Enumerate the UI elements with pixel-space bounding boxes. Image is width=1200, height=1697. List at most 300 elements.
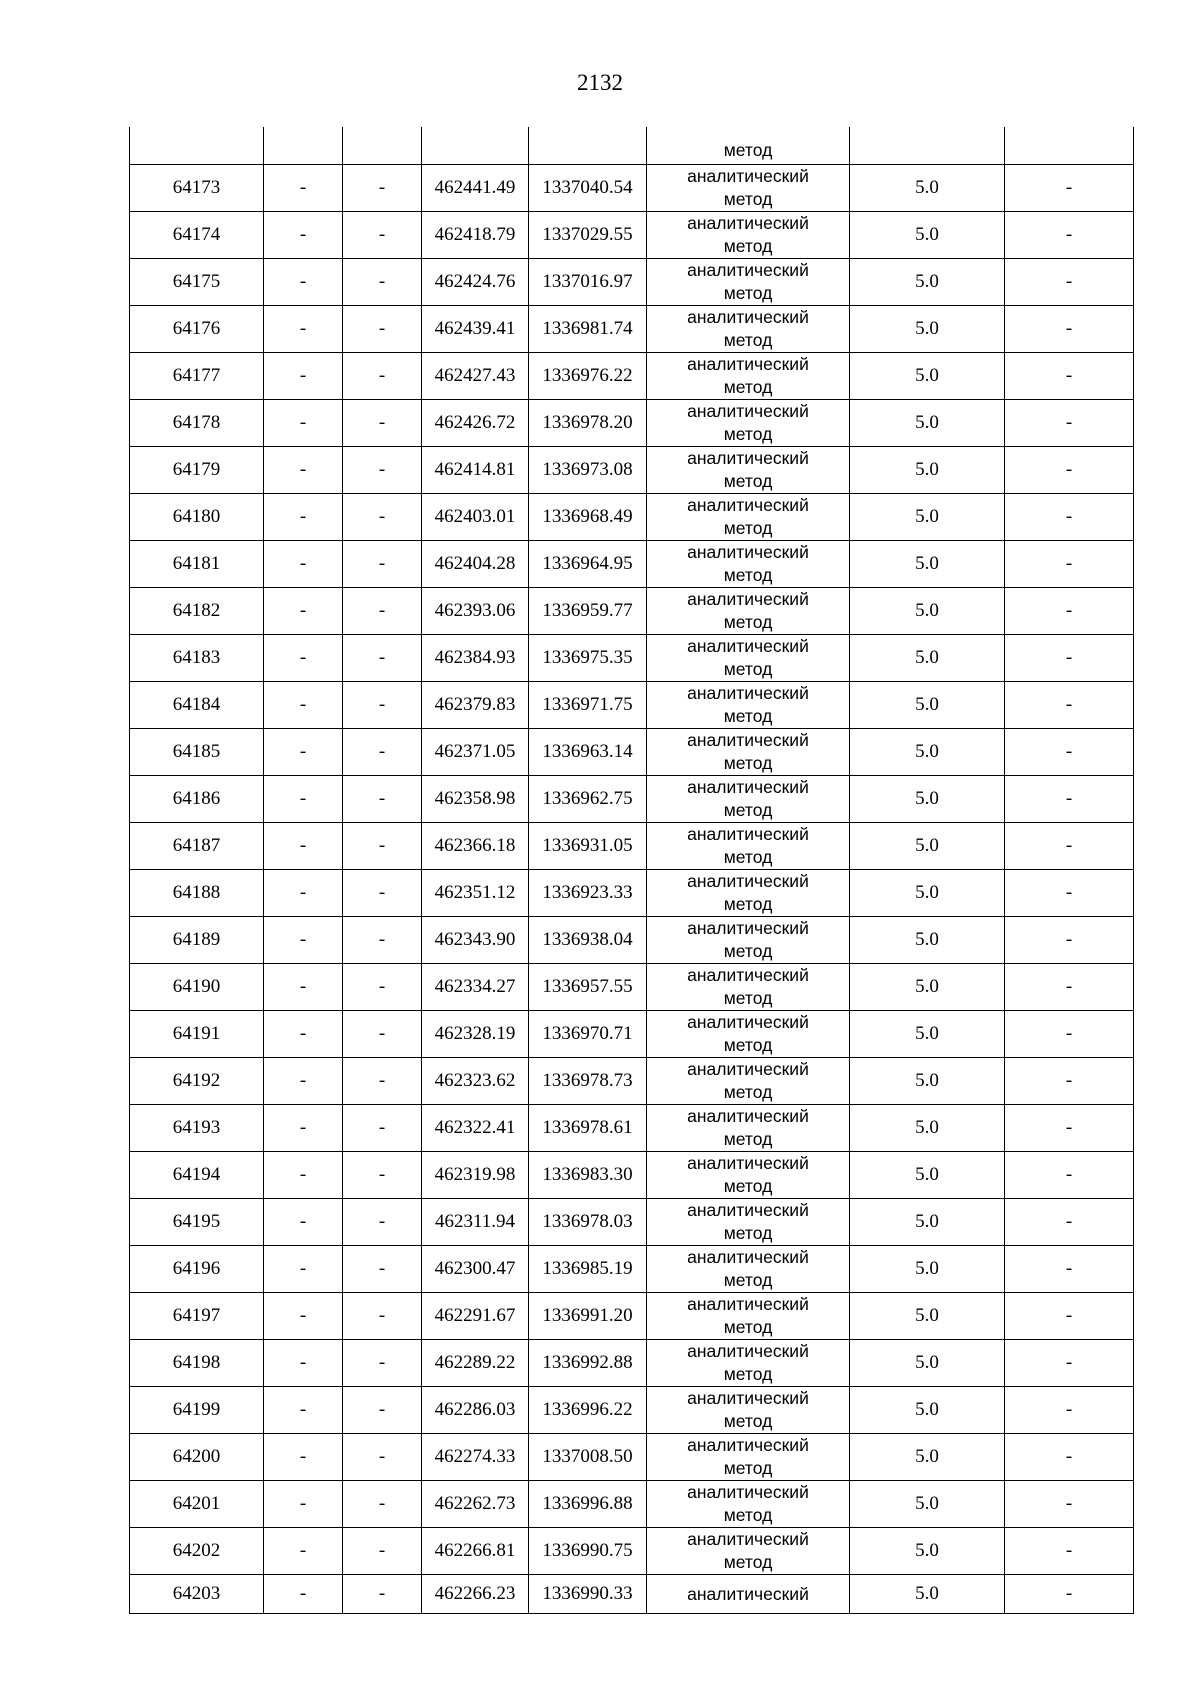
cell-accuracy: 5.0 (850, 776, 1005, 823)
cell-accuracy: 5.0 (850, 635, 1005, 682)
cell-col8: - (1005, 1293, 1134, 1340)
cell-col3: - (343, 776, 422, 823)
cell-method (647, 447, 850, 494)
cell-col3: - (343, 1575, 422, 1614)
cell-x: 462286.03 (422, 1387, 529, 1434)
cell-x: 462366.18 (422, 823, 529, 870)
cell-col8: - (1005, 1152, 1134, 1199)
cell-y: 1336983.30 (529, 1152, 647, 1199)
cell-accuracy: 5.0 (850, 1105, 1005, 1152)
cell-col3: - (343, 165, 422, 212)
cell-x: 462351.12 (422, 870, 529, 917)
cell-col2: - (264, 1340, 343, 1387)
method-line-1: аналитический (687, 166, 809, 186)
cell-col8: - (1005, 1340, 1134, 1387)
table-row (130, 494, 1134, 541)
cell-id: 64192 (130, 1058, 264, 1105)
method-line-2: метод (723, 1035, 773, 1055)
cell-col2: - (264, 1575, 343, 1614)
cell-col8: - (1005, 541, 1134, 588)
cell-col3: - (343, 917, 422, 964)
cell-y: 1336973.08 (529, 447, 647, 494)
cell-id: 64173 (130, 165, 264, 212)
cell-x: 462266.81 (422, 1528, 529, 1575)
cell-y: 1336971.75 (529, 682, 647, 729)
cell-accuracy: 5.0 (850, 1011, 1005, 1058)
method-line-1: аналитический (687, 1482, 809, 1502)
table-row (130, 1387, 1134, 1434)
cell-col2: - (264, 776, 343, 823)
cell-accuracy: 5.0 (850, 541, 1005, 588)
cell-y: 1336992.88 (529, 1340, 647, 1387)
cell-col8: - (1005, 306, 1134, 353)
cell-col8: - (1005, 1199, 1134, 1246)
cell-y: 1336991.20 (529, 1293, 647, 1340)
cell-method (647, 823, 850, 870)
cell-col2: - (264, 494, 343, 541)
cell-y: 1336990.33 (529, 1575, 647, 1614)
table-row (130, 400, 1134, 447)
cell-col3: - (343, 823, 422, 870)
cell-col8: - (1005, 400, 1134, 447)
cell-id: 64194 (130, 1152, 264, 1199)
method-line-1: аналитический (687, 636, 809, 656)
cell-col8: - (1005, 588, 1134, 635)
cell-x: 462274.33 (422, 1434, 529, 1481)
cell-y: 1336964.95 (529, 541, 647, 588)
cell-accuracy: 5.0 (850, 494, 1005, 541)
cell-x: 462441.49 (422, 165, 529, 212)
method-line-1: аналитический (687, 1106, 809, 1126)
method-line-2: метод (723, 988, 773, 1008)
cell-id: 64178 (130, 400, 264, 447)
table-row (130, 1011, 1134, 1058)
cell-method (647, 1387, 850, 1434)
cell-col3 (343, 127, 422, 165)
table-row (130, 1058, 1134, 1105)
cell-col2: - (264, 1199, 343, 1246)
cell-method (647, 635, 850, 682)
cell-col2: - (264, 588, 343, 635)
cell-x: 462343.90 (422, 917, 529, 964)
cell-id: 64200 (130, 1434, 264, 1481)
method-line-1: аналитический (687, 918, 809, 938)
cell-col3: - (343, 541, 422, 588)
table-row (130, 1199, 1134, 1246)
table-row (130, 353, 1134, 400)
cell-col8: - (1005, 353, 1134, 400)
method-line-2: метод (723, 894, 773, 914)
cell-x: 462334.27 (422, 964, 529, 1011)
table-row (130, 917, 1134, 964)
table-row (130, 1293, 1134, 1340)
table-row (130, 1434, 1134, 1481)
cell-x: 462439.41 (422, 306, 529, 353)
cell-method (647, 588, 850, 635)
cell-accuracy: 5.0 (850, 306, 1005, 353)
cell-id: 64199 (130, 1387, 264, 1434)
cell-method (647, 870, 850, 917)
cell-col3: - (343, 1528, 422, 1575)
method-line-2: метод (723, 424, 773, 444)
cell-x: 462358.98 (422, 776, 529, 823)
cell-id: 64203 (130, 1575, 264, 1614)
method-line-1: аналитический (687, 1529, 809, 1549)
table-row (130, 1105, 1134, 1152)
cell-id: 64197 (130, 1293, 264, 1340)
cell-col2: - (264, 447, 343, 494)
cell-id: 64181 (130, 541, 264, 588)
cell-col8: - (1005, 1528, 1134, 1575)
cell-method (647, 1199, 850, 1246)
cell-method (647, 1152, 850, 1199)
method-line-1: аналитический (687, 542, 809, 562)
cell-y: 1336963.14 (529, 729, 647, 776)
cell-x: 462291.67 (422, 1293, 529, 1340)
cell-method (647, 1246, 850, 1293)
method-line-1: аналитический (687, 448, 809, 468)
cell-method (647, 1105, 850, 1152)
cell-col3: - (343, 494, 422, 541)
method-line-2: метод (723, 612, 773, 632)
cell-col8: - (1005, 635, 1134, 682)
cell-method (647, 729, 850, 776)
cell-col8: - (1005, 776, 1134, 823)
cell-accuracy: 5.0 (850, 165, 1005, 212)
cell-x: 462427.43 (422, 353, 529, 400)
cell-x: 462414.81 (422, 447, 529, 494)
method-line-1: аналитический (687, 1341, 809, 1361)
cell-x: 462393.06 (422, 588, 529, 635)
cell-col2: - (264, 212, 343, 259)
cell-method (647, 400, 850, 447)
cell-method (647, 1011, 850, 1058)
cell-x: 462323.62 (422, 1058, 529, 1105)
cell-id: 64174 (130, 212, 264, 259)
cell-col3: - (343, 870, 422, 917)
method-line-1: аналитический (687, 1200, 809, 1220)
cell-id: 64186 (130, 776, 264, 823)
cell-y: 1336962.75 (529, 776, 647, 823)
cell-col2: - (264, 541, 343, 588)
cell-id: 64195 (130, 1199, 264, 1246)
cell-col3: - (343, 964, 422, 1011)
cell-accuracy: 5.0 (850, 1481, 1005, 1528)
method-line-2: метод (723, 753, 773, 773)
cell-col8: - (1005, 165, 1134, 212)
cell-col8: - (1005, 917, 1134, 964)
cell-x: 462289.22 (422, 1340, 529, 1387)
cell-col8: - (1005, 494, 1134, 541)
cell-col3: - (343, 1387, 422, 1434)
method-line-1: аналитический (687, 354, 809, 374)
cell-y: 1337029.55 (529, 212, 647, 259)
cell-id: 64198 (130, 1340, 264, 1387)
method-line-2: метод (723, 236, 773, 256)
cell-y: 1336978.73 (529, 1058, 647, 1105)
cell-method (647, 776, 850, 823)
method-line-1: аналитический (687, 1012, 809, 1032)
cell-col8: - (1005, 447, 1134, 494)
cell-col3: - (343, 259, 422, 306)
method-line-1: аналитический (687, 777, 809, 797)
cell-y: 1337008.50 (529, 1434, 647, 1481)
cell-col3: - (343, 682, 422, 729)
cell-y: 1336990.75 (529, 1528, 647, 1575)
cell-y: 1336923.33 (529, 870, 647, 917)
cell-accuracy: 5.0 (850, 1246, 1005, 1293)
cell-accuracy (850, 127, 1005, 165)
cell-method (647, 964, 850, 1011)
cell-col2: - (264, 1293, 343, 1340)
cell-col3: - (343, 400, 422, 447)
method-line-2: метод (723, 377, 773, 397)
cell-col8: - (1005, 964, 1134, 1011)
cell-id: 64184 (130, 682, 264, 729)
cell-col8: - (1005, 729, 1134, 776)
cell-y: 1337016.97 (529, 259, 647, 306)
cell-col2: - (264, 1058, 343, 1105)
table-row (130, 776, 1134, 823)
cell-id: 64182 (130, 588, 264, 635)
page-number: 2132 (577, 70, 623, 95)
cell-method (647, 541, 850, 588)
method-line-2: метод (723, 1082, 773, 1102)
cell-accuracy: 5.0 (850, 1575, 1005, 1614)
cell-col2: - (264, 870, 343, 917)
cell-method: аналитический (647, 1575, 850, 1614)
method-line-2: метод (723, 1317, 773, 1337)
method-line-2: метод (723, 1129, 773, 1149)
table-row (130, 870, 1134, 917)
method-line-2: метод (723, 1552, 773, 1572)
cell-col2: - (264, 306, 343, 353)
cell-x: 462371.05 (422, 729, 529, 776)
cell-y: 1336996.22 (529, 1387, 647, 1434)
method-line-1: аналитический (687, 683, 809, 703)
cell-x: 462426.72 (422, 400, 529, 447)
cell-id: 64190 (130, 964, 264, 1011)
cell-method (647, 1481, 850, 1528)
cell-x: 462319.98 (422, 1152, 529, 1199)
cell-x (422, 127, 529, 165)
cell-col2: - (264, 729, 343, 776)
cell-col3: - (343, 212, 422, 259)
cell-id: 64176 (130, 306, 264, 353)
cell-x: 462379.83 (422, 682, 529, 729)
cell-col2: - (264, 1152, 343, 1199)
cell-x: 462384.93 (422, 635, 529, 682)
table-row (130, 729, 1134, 776)
method-line-1: аналитический (687, 871, 809, 891)
method-line-1: аналитический (687, 824, 809, 844)
cell-method (647, 1293, 850, 1340)
cell-method (647, 165, 850, 212)
cell-col8: - (1005, 1575, 1134, 1614)
table-row (130, 541, 1134, 588)
table-row (130, 823, 1134, 870)
cell-col8: - (1005, 212, 1134, 259)
cell-col3: - (343, 1011, 422, 1058)
cell-y: 1336978.61 (529, 1105, 647, 1152)
table-row (130, 682, 1134, 729)
cell-accuracy: 5.0 (850, 964, 1005, 1011)
cell-method: метод (647, 127, 850, 165)
cell-col8: - (1005, 1105, 1134, 1152)
method-line-2: метод (723, 847, 773, 867)
cell-method (647, 682, 850, 729)
cell-col2: - (264, 1387, 343, 1434)
cell-y: 1336996.88 (529, 1481, 647, 1528)
cell-id: 64180 (130, 494, 264, 541)
cell-col2: - (264, 353, 343, 400)
cell-accuracy: 5.0 (850, 682, 1005, 729)
cell-id: 64188 (130, 870, 264, 917)
method-line-2: метод (723, 518, 773, 538)
cell-y: 1336978.03 (529, 1199, 647, 1246)
method-line-1: аналитический (687, 1294, 809, 1314)
cell-col3: - (343, 729, 422, 776)
cell-y (529, 127, 647, 165)
cell-method (647, 1340, 850, 1387)
cell-id: 64187 (130, 823, 264, 870)
cell-method (647, 353, 850, 400)
method-line-2: метод (723, 659, 773, 679)
cell-x: 462328.19 (422, 1011, 529, 1058)
cell-accuracy: 5.0 (850, 1340, 1005, 1387)
cell-id: 64191 (130, 1011, 264, 1058)
method-line-2: метод (723, 565, 773, 585)
cell-y: 1336957.55 (529, 964, 647, 1011)
cell-col3: - (343, 306, 422, 353)
cell-x: 462403.01 (422, 494, 529, 541)
cell-id: 64193 (130, 1105, 264, 1152)
cell-y: 1336970.71 (529, 1011, 647, 1058)
cell-col2: - (264, 400, 343, 447)
cell-method (647, 494, 850, 541)
table-row (130, 1246, 1134, 1293)
cell-col3: - (343, 588, 422, 635)
cell-col2: - (264, 1246, 343, 1293)
method-line-1: аналитический (687, 401, 809, 421)
cell-y: 1336976.22 (529, 353, 647, 400)
table-row (130, 1528, 1134, 1575)
method-line-1: аналитический (687, 1153, 809, 1173)
cell-col8: - (1005, 1011, 1134, 1058)
cell-accuracy: 5.0 (850, 259, 1005, 306)
cell-accuracy: 5.0 (850, 1528, 1005, 1575)
cell-y: 1336975.35 (529, 635, 647, 682)
cell-y: 1336938.04 (529, 917, 647, 964)
cell-col8 (1005, 127, 1134, 165)
cell-col8: - (1005, 259, 1134, 306)
method-line-2: метод (723, 189, 773, 209)
cell-y: 1336981.74 (529, 306, 647, 353)
method-line-1: аналитический (687, 1435, 809, 1455)
cell-col3: - (343, 1246, 422, 1293)
method-line-2: метод (723, 1364, 773, 1384)
cell-accuracy: 5.0 (850, 1199, 1005, 1246)
cell-col2: - (264, 1481, 343, 1528)
cell-accuracy: 5.0 (850, 400, 1005, 447)
cell-col3: - (343, 447, 422, 494)
cell-col8: - (1005, 1058, 1134, 1105)
cell-col2: - (264, 682, 343, 729)
cell-id: 64175 (130, 259, 264, 306)
cell-id: 64185 (130, 729, 264, 776)
cell-col3: - (343, 1434, 422, 1481)
cell-accuracy: 5.0 (850, 1293, 1005, 1340)
method-line-1: аналитический (687, 307, 809, 327)
cell-method (647, 212, 850, 259)
cell-col3: - (343, 1058, 422, 1105)
cell-col8: - (1005, 1387, 1134, 1434)
method-line-1: аналитический (687, 730, 809, 750)
cell-col3: - (343, 1152, 422, 1199)
table-row (130, 212, 1134, 259)
cell-col3: - (343, 1293, 422, 1340)
method-line-2: метод (723, 1505, 773, 1525)
cell-col2: - (264, 259, 343, 306)
cell-accuracy: 5.0 (850, 1152, 1005, 1199)
cell-x: 462322.41 (422, 1105, 529, 1152)
cell-col3: - (343, 353, 422, 400)
cell-id: 64177 (130, 353, 264, 400)
cell-col2: - (264, 1011, 343, 1058)
cell-col8: - (1005, 1246, 1134, 1293)
cell-method (647, 259, 850, 306)
method-line-2: метод (723, 1270, 773, 1290)
cell-col2: - (264, 964, 343, 1011)
cell-col3: - (343, 1105, 422, 1152)
method-line-2: метод (723, 283, 773, 303)
cell-col2: - (264, 1105, 343, 1152)
table-row (130, 447, 1134, 494)
cell-x: 462262.73 (422, 1481, 529, 1528)
method-line-2: метод (723, 1176, 773, 1196)
method-line-1: аналитический (687, 260, 809, 280)
method-line-1: аналитический (687, 1388, 809, 1408)
cell-id: 64179 (130, 447, 264, 494)
cell-x: 462418.79 (422, 212, 529, 259)
cell-col3: - (343, 635, 422, 682)
cell-accuracy: 5.0 (850, 1387, 1005, 1434)
table-row (130, 964, 1134, 1011)
cell-col2: - (264, 1528, 343, 1575)
table-row (130, 306, 1134, 353)
table-row (130, 165, 1134, 212)
method-line-2: метод (723, 330, 773, 350)
cell-col2: - (264, 165, 343, 212)
cell-y: 1336968.49 (529, 494, 647, 541)
method-line-1: аналитический (687, 1059, 809, 1079)
cell-method (647, 1528, 850, 1575)
cell-accuracy: 5.0 (850, 729, 1005, 776)
cell-col3: - (343, 1340, 422, 1387)
continuation-row (130, 127, 1134, 165)
cell-y: 1336931.05 (529, 823, 647, 870)
method-line-1: аналитический (687, 213, 809, 233)
method-line-2: метод (723, 706, 773, 726)
cell-accuracy: 5.0 (850, 870, 1005, 917)
cell-col8: - (1005, 870, 1134, 917)
cell-accuracy: 5.0 (850, 212, 1005, 259)
method-line-2: метод (723, 1223, 773, 1243)
table-body (130, 127, 1134, 1614)
cell-id (130, 127, 264, 165)
method-line-1: аналитический (687, 495, 809, 515)
cell-col8: - (1005, 1434, 1134, 1481)
